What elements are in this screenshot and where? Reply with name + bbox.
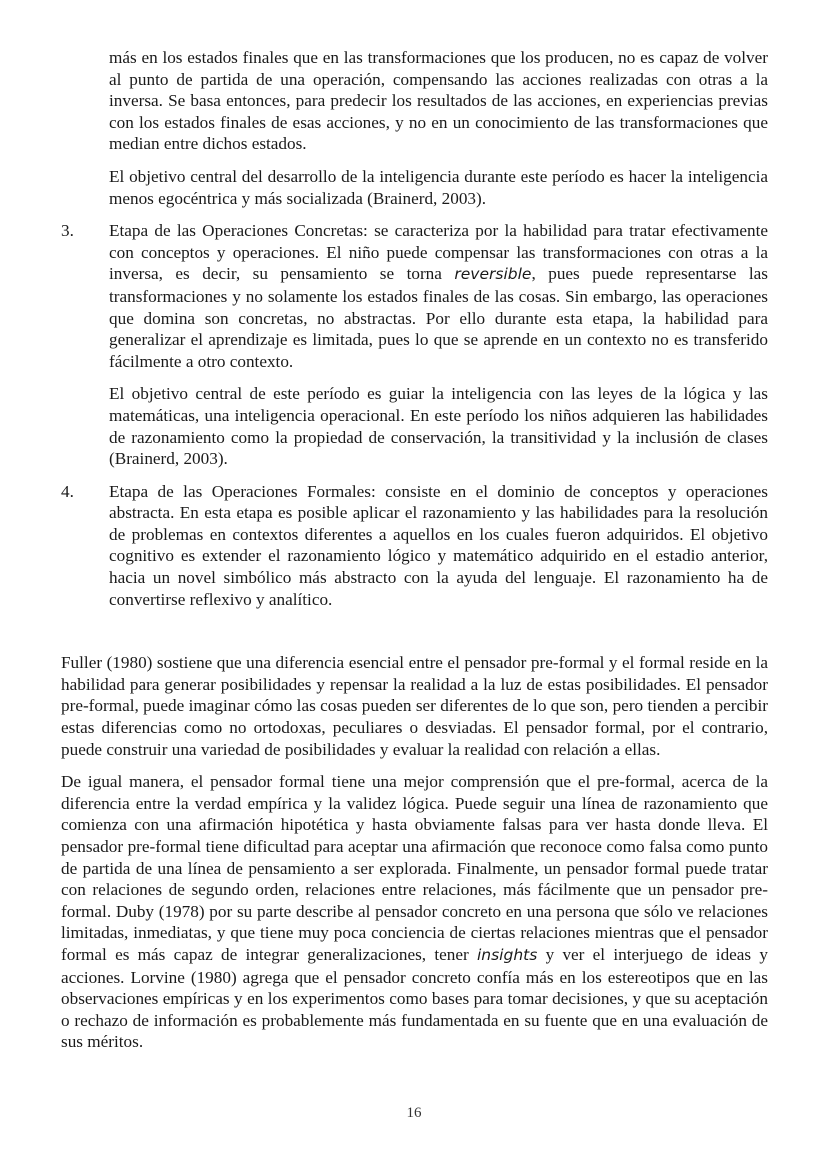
text-segment: Etapa de las Operaciones Concretas: se caracteriza por la habilidad para tratar efectivamente con conceptos y operaciones. El niño puede compensar las transformaciones con otras a la inversa, es decir, su pensamiento se torna <box>109 221 768 284</box>
preoperational-objective-paragraph: El objetivo central del desarrollo de la inteligencia durante este período es hacer la inteligencia menos egocéntrica y más socializada (Brainerd, 2003). <box>109 166 768 208</box>
italic-term-insights: insights <box>476 945 538 964</box>
list-number: 4. <box>61 481 74 501</box>
text-segment: , pues puede representarse las transformaciones y no solamente los estados finales de las cosas. Sin embargo, las operaciones que domina son concretas, no abstractas. Por ello durante esta etapa, la habilidad para generalizar el aprendizaje es limitada, pues lo que se aprende en un contexto no es transferido fácilmente a otro contexto. <box>109 264 768 371</box>
italic-term-reversible: reversible <box>454 265 532 284</box>
text-segment: De igual manera, el pensador formal tiene una mejor comprensión que el pre-formal, acerca de la diferencia entre la verdad empírica y la validez lógica. Puede seguir una línea de razonamiento que comienza con una afirmación hipotética y hasta obviamente falsas para ver hasta donde lleva. El pensador pre-formal tiene dificultad para aceptar una afirmación que reconoce como falsa como punto de partida de una línea de pensamiento a ser explorada. Finalmente, un pensador formal puede tratar con relaciones de segundo orden, relaciones entre relaciones, más fácilmente que un pensador pre-formal. Duby (1978) por su parte describe al pensador concreto en una persona que sólo ve relaciones limitadas, inmediatas, y que tiene muy poca conciencia de ciertas relaciones mientras que el pensador formal es más capaz de integrar generalizaciones, tener <box>61 772 768 964</box>
fuller-paragraph: Fuller (1980) sostiene que una diferencia esencial entre el pensador pre-formal y el formal reside en la habilidad para generar posibilidades y repensar la realidad a la luz de estas posibilidades. El pensador pre-formal, puede imaginar cómo las cosas pueden ser diferentes de lo que son, pero tienden a percibir estas diferencias como no ortodoxas, peculiares o desviadas. El pensador formal, por el contrario, puede construir una variedad de posibilidades y evaluar la realidad con relación a ellas. <box>61 653 768 759</box>
page-number: 16 <box>406 1105 422 1121</box>
list-item-concrete-operations <box>61 220 768 470</box>
list-item-text <box>109 220 768 372</box>
list-number: 3. <box>61 221 74 241</box>
document-page <box>61 47 768 1053</box>
text-segment: y ver el interjuego de ideas y acciones. Lorvine (1980) agrega que el pensador concreto confía más en los estereotipos que en las observaciones empíricas y en los experimentos como bases para tomar decisiones, y que su aceptación o rechazo de información es probablemente más fundamentada en su fuente que en una evaluación de sus méritos. <box>61 944 768 1052</box>
formal-thinker-paragraph <box>61 771 768 1053</box>
continued-paragraph: más en los estados finales que en las transformaciones que los producen, no es capaz de volver al punto de partida de una operación, compensando las acciones realizadas con otras a la inversa. Se basa entonces, para predecir los resultados de las acciones, en experiencias previas con los estados finales de esas acciones, y no en un conocimiento de las transformaciones que median entre dichos estados. <box>109 48 768 154</box>
concrete-objective-paragraph: El objetivo central de este período es guiar la inteligencia con las leyes de la lógica y las matemáticas, una inteligencia operacional. En este período los niños adquieren las habilidades de razonamiento como la propiedad de conservación, la transitividad y la inclusión de clases (Brainerd, 2003). <box>109 384 768 469</box>
list-item-formal-operations <box>61 481 768 611</box>
list-item-text: Etapa de las Operaciones Formales: consiste en el dominio de conceptos y operaciones abstracta. En esta etapa es posible aplicar el razonamiento y las habilidades para la resolución de problemas en contextos diferentes a aquellos en los cuales fueron adquiridos. El objetivo cognitivo es extender el razonamiento lógico y matemático adquirido en el estadio anterior, hacia un novel simbólico más abstracto con la ayuda del lenguaje. El razonamiento ha de convertirse reflexivo y analítico. <box>109 481 768 609</box>
